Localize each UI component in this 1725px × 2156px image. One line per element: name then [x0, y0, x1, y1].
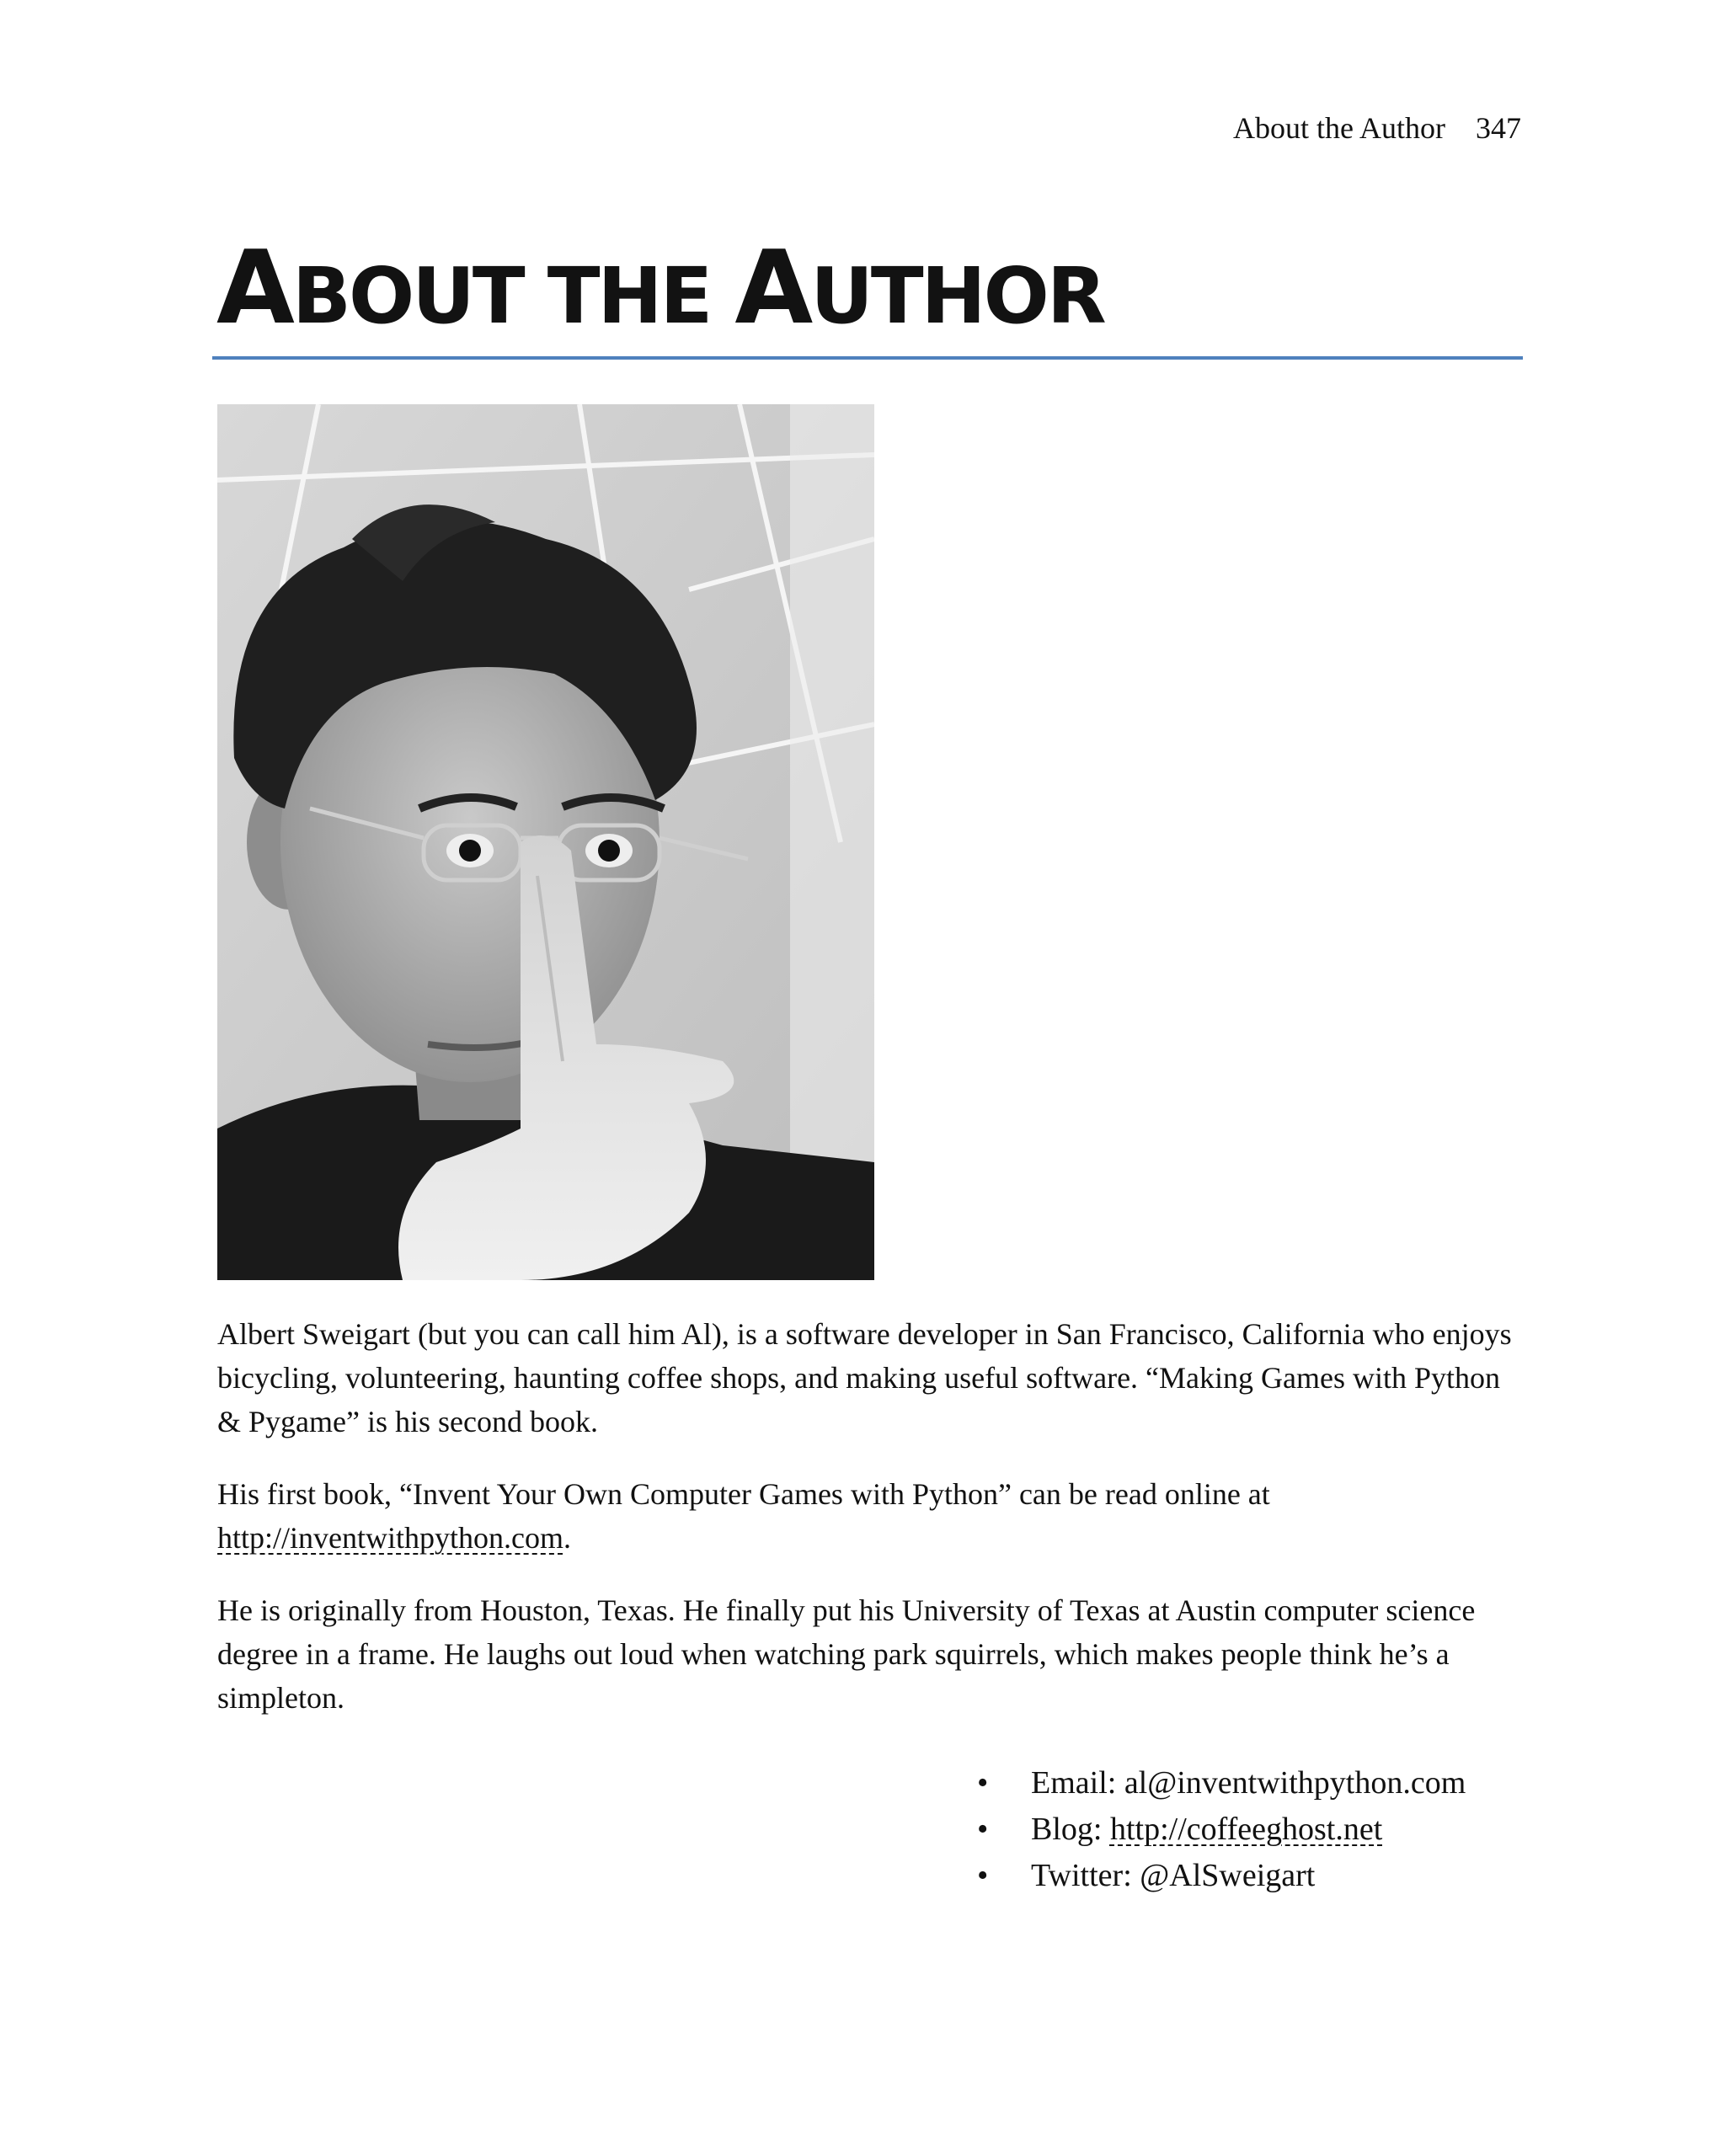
title-rule [212, 356, 1523, 360]
blog-link[interactable]: http://coffeeghost.net [1109, 1812, 1383, 1847]
chapter-title-uthor: UTHOR [810, 251, 1104, 341]
contact-twitter [977, 1853, 1567, 1899]
email-label: Email: [1031, 1765, 1124, 1801]
body-text [217, 1312, 1531, 1748]
chapter-title-initial-a2: A [734, 230, 811, 347]
running-header [1233, 109, 1521, 147]
running-title: About the Author [1233, 111, 1445, 145]
paragraph-2 [217, 1472, 1531, 1560]
author-photo [217, 404, 874, 1280]
chapter-title [216, 226, 1104, 360]
inventwithpython-link[interactable]: http://inventwithpython.com [217, 1521, 563, 1555]
bullet-icon: • [977, 1765, 989, 1801]
twitter-label: Twitter: [1031, 1858, 1140, 1893]
contact-email [977, 1760, 1567, 1806]
contact-list [977, 1760, 1567, 1899]
bullet-icon: • [977, 1812, 989, 1847]
paragraph-2-end: . [563, 1521, 571, 1555]
bullet-icon: • [977, 1858, 989, 1893]
contact-blog [977, 1806, 1567, 1853]
chapter-title-bout: BOUT THE [291, 251, 735, 341]
page-number: 347 [1476, 111, 1521, 145]
paragraph-3: He is originally from Houston, Texas. He finally put his University of Texas at Austin computer science degree in a frame. He laughs out loud when watching park squirrels, which makes people think he’s a simpleton. [217, 1593, 1476, 1715]
email-value: al@inventwithpython.com [1124, 1765, 1466, 1801]
blog-label: Blog: [1031, 1812, 1110, 1847]
chapter-title-initial-a: A [216, 230, 292, 347]
paragraph-2-text: His first book, “Invent Your Own Computer Games with Python” can be read online at [217, 1477, 1270, 1511]
twitter-value: @AlSweigart [1140, 1858, 1316, 1893]
author-photo-icon [217, 404, 874, 1280]
paragraph-1: Albert Sweigart (but you can call him Al), is a software developer in San Francisco, California who enjoys bicycling, volunteering, haunting coffee shops, and making useful software. “Making Games with Python & Pygame” is his second book. [217, 1317, 1512, 1438]
